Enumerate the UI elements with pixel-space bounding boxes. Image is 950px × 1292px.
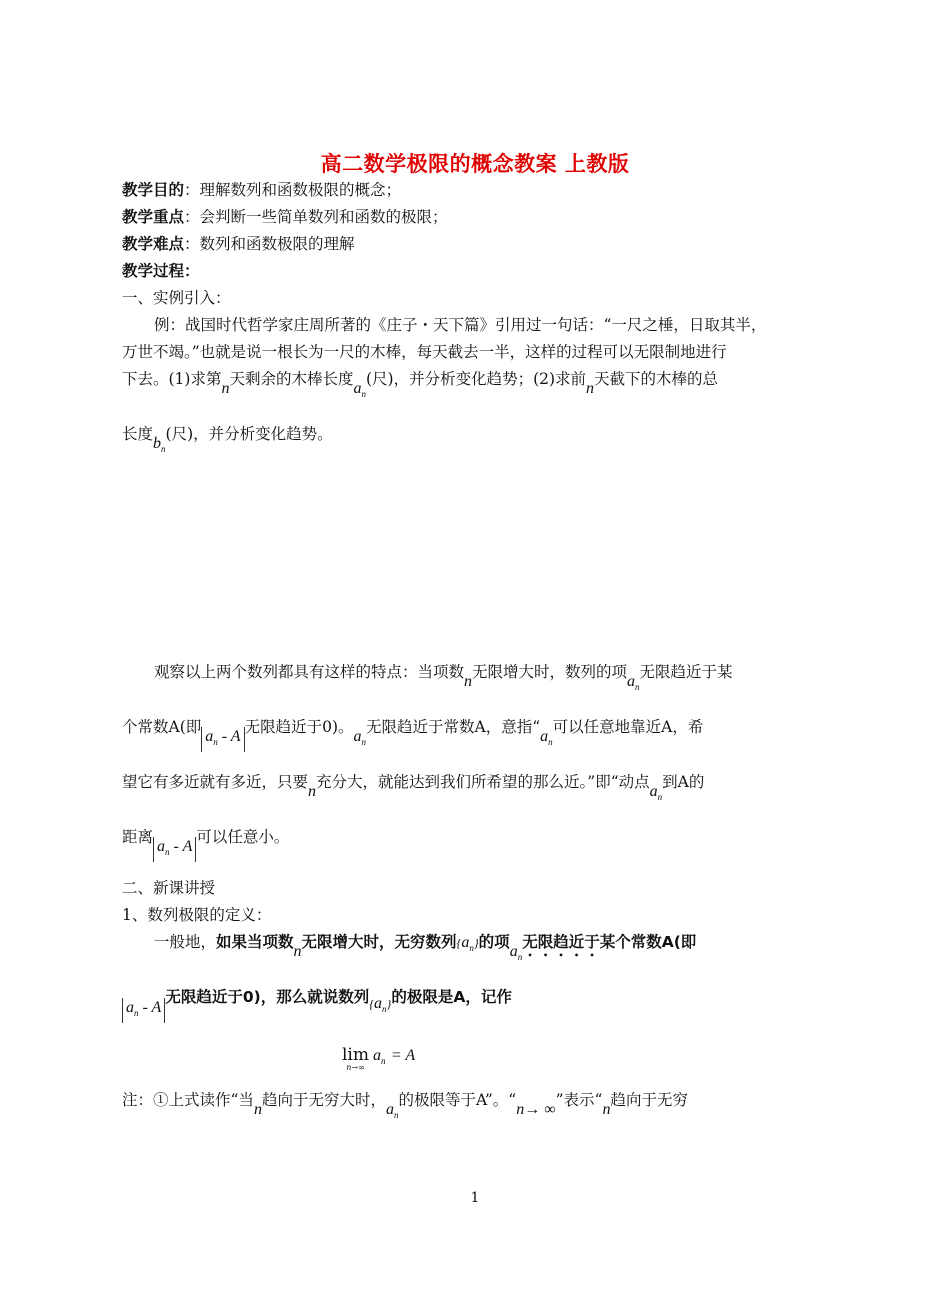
- sequence-an: $\{a_n\}$: [456, 934, 479, 953]
- note-text: 注：①上式读作“当: [122, 1091, 254, 1109]
- example-line-1: 例：战国时代哲学家庄周所著的《庄子・天下篇》引用过一句话：“一尺之棰，日取其半，: [154, 316, 767, 334]
- abs-an-minus-A: $a_n$ - A: [153, 837, 196, 862]
- def-text-bold: 某个常数A(即: [599, 933, 697, 951]
- obs-text: 充分大，就能达到我们所希望的那么近。”即“动点: [316, 773, 650, 791]
- note-text: ”表示“: [555, 1091, 603, 1109]
- objective-label: 教学目的: [122, 181, 185, 199]
- math-a-n: $a_n$: [540, 728, 553, 747]
- def-text-bold: 无限增大时，无穷数列: [301, 933, 457, 951]
- process-label: 教学过程: [122, 262, 185, 280]
- math-a-n: $a_n$: [627, 673, 640, 692]
- example-text: 长度: [122, 425, 154, 443]
- def-text-bold: 如果当项数: [216, 933, 294, 951]
- example-text: (尺)，并分析变化趋势；(2)求前: [365, 370, 587, 388]
- example-line-3: [122, 369, 719, 399]
- example-text: (尺)，并分析变化趋势。: [165, 425, 333, 443]
- key-point-line: [122, 207, 448, 227]
- math-n: n: [464, 673, 473, 690]
- difficulty-label: 教学难点: [122, 235, 185, 253]
- limit-formula: lim n→∞ $a_n = A$: [342, 1045, 416, 1072]
- example-line-2: 万世不竭。”也就是说一根长为一尺的木棒，每天截去一半，这样的过程可以无限制地进行: [122, 343, 727, 361]
- def-text-bold: 的极限是A，记作: [391, 988, 512, 1006]
- difficulty-line: [122, 234, 355, 254]
- key-point-label: 教学重点: [122, 208, 185, 226]
- note-text: 趋向于无穷大时，: [261, 1091, 386, 1109]
- process-line: [122, 261, 200, 281]
- math-a-n: $a_n$: [509, 943, 523, 962]
- obs-text: 无限趋近于常数A，意指“: [366, 718, 541, 736]
- abs-an-minus-A: $a_n$ - A: [201, 727, 244, 752]
- observation-line-3: [122, 772, 705, 802]
- math-a-n: $a_n$: [353, 380, 366, 399]
- observation-line-2: [122, 717, 704, 747]
- definition-line-1: [154, 932, 696, 960]
- note-text: 的极限等于A”。“: [398, 1091, 517, 1109]
- math-a-n: $a_n$: [385, 1101, 399, 1120]
- objective-text: ：理解数列和函数极限的概念；: [184, 181, 402, 199]
- obs-text: 可以任意小。: [196, 828, 290, 846]
- section-heading-2: 二、新课讲授: [122, 879, 216, 897]
- example-line-4: [122, 424, 333, 454]
- math-n: n: [308, 783, 317, 800]
- document-title: 高二数学极限的概念教案 上教版: [320, 152, 630, 176]
- observation-line-4: [122, 827, 290, 857]
- def-text-bold: 无限趋近于0)，那么就说数列: [165, 988, 370, 1006]
- obs-text: 观察以上两个数列都具有这样的特点：当项数: [154, 663, 465, 681]
- page-number: 1: [470, 1190, 480, 1206]
- note-text: 趋向于无穷: [610, 1091, 688, 1109]
- lim-operator: lim n→∞: [342, 1045, 369, 1072]
- math-b-n: $b_n$: [153, 435, 166, 454]
- def-text: 一般地，: [154, 933, 217, 951]
- obs-text: 到A的: [662, 773, 705, 791]
- section-heading-1: 一、实例引入：: [122, 289, 231, 307]
- subsection-heading: 1、数列极限的定义：: [122, 906, 272, 924]
- n-to-infinity: n→ ∞: [516, 1101, 556, 1118]
- abs-an-minus-A: $a_n$ - A: [122, 998, 165, 1023]
- obs-text: 无限增大时，数列的项: [472, 663, 628, 681]
- math-n: n: [253, 1101, 262, 1118]
- key-point-text: ：会判断一些简单数列和函数的极限；: [184, 208, 448, 226]
- difficulty-text: ：数列和函数极限的理解: [184, 235, 355, 253]
- sequence-an: $\{a_n\}$: [369, 995, 392, 1014]
- obs-text: 个常数A(即: [122, 718, 202, 736]
- example-text: 天剩余的木棒长度: [229, 370, 354, 388]
- limit-equals: = A: [390, 1047, 416, 1064]
- math-a-n: $a_n$: [353, 728, 366, 747]
- obs-text: 无限趋近于0)。: [244, 718, 354, 736]
- definition-line-2: [122, 987, 512, 1018]
- obs-text: 望它有多近就有多近，只要: [122, 773, 309, 791]
- math-n: n: [221, 380, 230, 397]
- def-text-bold: 的项: [478, 933, 510, 951]
- objective-line: [122, 180, 401, 200]
- example-text: 天截下的木棒的总: [594, 370, 719, 388]
- obs-text: 无限趋近于某: [639, 663, 733, 681]
- obs-text: 距离: [122, 828, 154, 846]
- def-text-emphasis: 无限趋近于: [522, 933, 600, 951]
- observation-line-1: [154, 662, 733, 692]
- example-text: 下去。(1)求第: [122, 370, 222, 388]
- obs-text: 可以任意地靠近A，希: [552, 718, 704, 736]
- math-n: n: [293, 943, 302, 960]
- math-n: n: [602, 1101, 611, 1118]
- note-line: [122, 1090, 688, 1120]
- math-a-n: $a_n$: [649, 783, 663, 802]
- math-n: n: [586, 380, 595, 397]
- process-colon: ：: [184, 262, 200, 280]
